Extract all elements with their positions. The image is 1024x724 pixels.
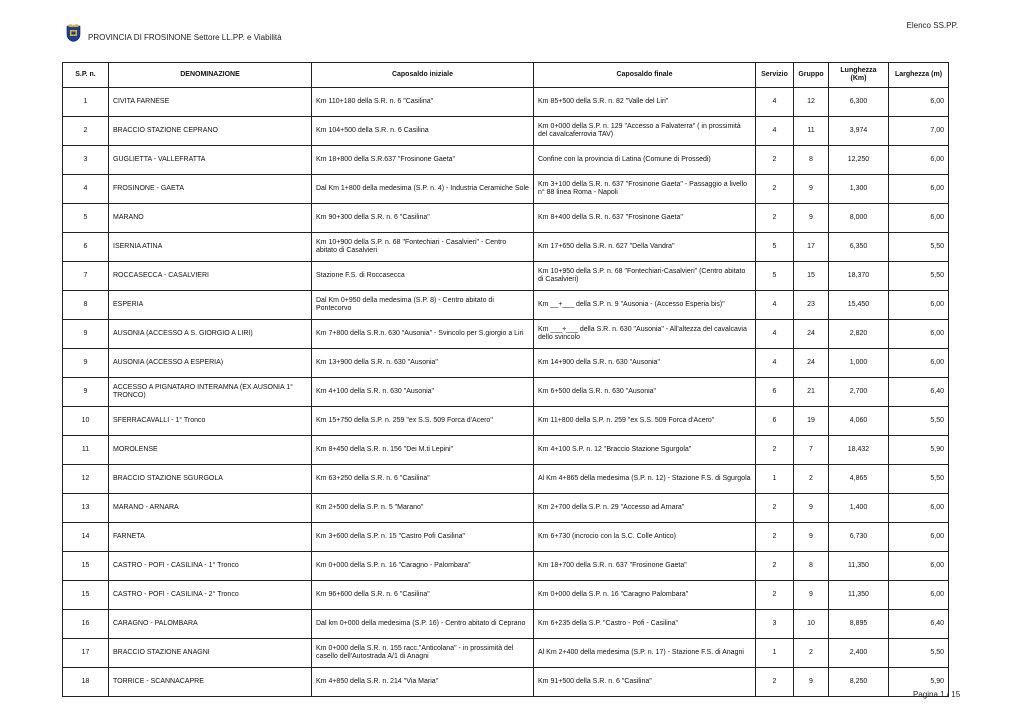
cell-caposaldo-iniziale: Km 15+750 della S.P. n. 259 "ex S.S. 509 Forca d'Acero"	[312, 407, 534, 436]
cell-servizio: 4	[756, 117, 794, 146]
cell-denominazione: MARANO	[109, 204, 312, 233]
cell-caposaldo-finale: Km 6+500 della S.R. n. 630 "Ausonia"	[534, 378, 756, 407]
cell-lunghezza: 1,000	[829, 349, 889, 378]
cell-caposaldo-finale: Km 10+950 della S.P. n. 68 "Fontechiari-Casalvieri" (Centro abitato di Casalvieri)	[534, 262, 756, 291]
cell-caposaldo-iniziale: Km 4+850 della S.R. n. 214 "Via Maria"	[312, 668, 534, 697]
cell-caposaldo-finale: Km 6+235 della S.P. "Castro - Pofi - Casilina"	[534, 610, 756, 639]
cell-sp-number: 14	[63, 523, 109, 552]
cell-larghezza: 7,00	[889, 117, 949, 146]
cell-lunghezza: 8,895	[829, 610, 889, 639]
cell-sp-number: 10	[63, 407, 109, 436]
table-body	[63, 88, 949, 697]
cell-lunghezza: 6,730	[829, 523, 889, 552]
cell-caposaldo-finale: Km 91+500 della S.R. n. 6 "Casilina"	[534, 668, 756, 697]
cell-sp-number: 9	[63, 349, 109, 378]
cell-servizio: 6	[756, 407, 794, 436]
cell-gruppo: 21	[794, 378, 829, 407]
cell-sp-number: 17	[63, 639, 109, 668]
cell-caposaldo-iniziale: Km 8+450 della S.R. n. 156 "Dei M.ti Lepini"	[312, 436, 534, 465]
cell-lunghezza: 8,250	[829, 668, 889, 697]
cell-sp-number: 15	[63, 581, 109, 610]
cell-gruppo: 8	[794, 146, 829, 175]
cell-caposaldo-iniziale: Km 4+100 della S.R. n. 630 "Ausonia"	[312, 378, 534, 407]
cell-lunghezza: 1,300	[829, 175, 889, 204]
cell-lunghezza: 2,700	[829, 378, 889, 407]
cell-denominazione: MOROLENSE	[109, 436, 312, 465]
document-title: Elenco SS.PP.	[906, 21, 958, 30]
cell-gruppo: 9	[794, 204, 829, 233]
cell-servizio: 1	[756, 465, 794, 494]
table-row	[63, 262, 949, 291]
cell-gruppo: 9	[794, 523, 829, 552]
cell-gruppo: 9	[794, 494, 829, 523]
cell-sp-number: 6	[63, 233, 109, 262]
table-row	[63, 465, 949, 494]
cell-gruppo: 15	[794, 262, 829, 291]
column-header-gruppo: Gruppo	[794, 63, 829, 88]
cell-larghezza: 6,00	[889, 175, 949, 204]
cell-servizio: 2	[756, 494, 794, 523]
cell-lunghezza: 3,974	[829, 117, 889, 146]
cell-lunghezza: 11,350	[829, 581, 889, 610]
cell-denominazione: AUSONIA (ACCESSO A ESPERIA)	[109, 349, 312, 378]
cell-denominazione: AUSONIA (ACCESSO A S. GIORGIO A LIRI)	[109, 320, 312, 349]
cell-caposaldo-iniziale: Km 104+500 della S.R. n. 6 Casilina	[312, 117, 534, 146]
table-row	[63, 378, 949, 407]
cell-caposaldo-iniziale: Stazione F.S. di Roccasecca	[312, 262, 534, 291]
cell-larghezza: 5,90	[889, 436, 949, 465]
column-header-larghezza: Larghezza (m)	[889, 63, 949, 88]
cell-caposaldo-iniziale: Dal Km 1+800 della medesima (S.P. n. 4) - Industria Ceramiche Sole	[312, 175, 534, 204]
cell-servizio: 5	[756, 233, 794, 262]
cell-sp-number: 8	[63, 291, 109, 320]
cell-caposaldo-iniziale: Km 96+600 della S.R. n. 6 "Casilina"	[312, 581, 534, 610]
table-row	[63, 320, 949, 349]
cell-denominazione: FROSINONE - GAETA	[109, 175, 312, 204]
cell-gruppo: 7	[794, 436, 829, 465]
cell-sp-number: 2	[63, 117, 109, 146]
cell-caposaldo-iniziale: Km 2+500 della S.P. n. 5 "Marano"	[312, 494, 534, 523]
cell-gruppo: 8	[794, 552, 829, 581]
organization-name: PROVINCIA DI FROSINONE Settore LL.PP. e Viabilità	[88, 33, 282, 42]
cell-servizio: 1	[756, 639, 794, 668]
cell-servizio: 4	[756, 88, 794, 117]
cell-caposaldo-iniziale: Km 7+800 della S.R.n. 630 "Ausonia" - Svincolo per S.giorgio a Liri	[312, 320, 534, 349]
column-header-lunghezza: Lunghezza (Km)	[829, 63, 889, 88]
cell-sp-number: 18	[63, 668, 109, 697]
cell-denominazione: ACCESSO A PIGNATARO INTERAMNA (EX AUSONIA 1° TRONCO)	[109, 378, 312, 407]
cell-caposaldo-iniziale: Km 63+250 della S.R. n. 6 "Casilina"	[312, 465, 534, 494]
cell-servizio: 5	[756, 262, 794, 291]
cell-caposaldo-iniziale: Km 10+900 della S.P. n. 68 "Fontechiari - Casalvieri" - Centro abitato di Casalvieri	[312, 233, 534, 262]
table-row	[63, 581, 949, 610]
cell-servizio: 3	[756, 610, 794, 639]
table-row	[63, 494, 949, 523]
cell-gruppo: 24	[794, 320, 829, 349]
cell-larghezza: 6,40	[889, 378, 949, 407]
cell-larghezza: 6,00	[889, 291, 949, 320]
cell-denominazione: MARANO - ARNARA	[109, 494, 312, 523]
cell-larghezza: 5,50	[889, 465, 949, 494]
column-header-sp-number: S.P. n.	[63, 63, 109, 88]
table-row	[63, 639, 949, 668]
cell-gruppo: 10	[794, 610, 829, 639]
cell-servizio: 2	[756, 436, 794, 465]
cell-caposaldo-iniziale: Km 18+800 della S.R.637 "Frosinone Gaeta"	[312, 146, 534, 175]
cell-denominazione: BRACCIO STAZIONE CEPRANO	[109, 117, 312, 146]
table-row	[63, 175, 949, 204]
table-row	[63, 204, 949, 233]
cell-caposaldo-finale: Km 8+400 della S.R. n. 637 "Frosinone Gaeta"	[534, 204, 756, 233]
cell-larghezza: 5,50	[889, 407, 949, 436]
cell-larghezza: 5,50	[889, 262, 949, 291]
cell-sp-number: 9	[63, 320, 109, 349]
cell-larghezza: 6,00	[889, 349, 949, 378]
cell-lunghezza: 6,300	[829, 88, 889, 117]
cell-larghezza: 5,90	[889, 668, 949, 697]
cell-lunghezza: 2,400	[829, 639, 889, 668]
cell-gruppo: 9	[794, 581, 829, 610]
cell-larghezza: 6,00	[889, 494, 949, 523]
cell-servizio: 2	[756, 668, 794, 697]
cell-caposaldo-finale: Km 14+900 della S.R. n. 630 "Ausonia"	[534, 349, 756, 378]
cell-larghezza: 6,00	[889, 146, 949, 175]
cell-servizio: 4	[756, 320, 794, 349]
cell-sp-number: 12	[63, 465, 109, 494]
page-number: Pagina 1 / 15	[913, 690, 961, 699]
cell-denominazione: ROCCASECCA - CASALVIERI	[109, 262, 312, 291]
cell-denominazione: CASTRO - POFI - CASILINA - 1° Tronco	[109, 552, 312, 581]
cell-caposaldo-iniziale: Km 13+900 della S.R. n. 630 "Ausonia"	[312, 349, 534, 378]
cell-caposaldo-finale: Km ___+___ della S.R. n. 630 "Ausonia" - All'altezza del cavalcavia dello svincolo	[534, 320, 756, 349]
cell-lunghezza: 6,350	[829, 233, 889, 262]
table-row	[63, 523, 949, 552]
cell-caposaldo-finale: Km 17+650 della S.R. n. 627 "Della Vandra"	[534, 233, 756, 262]
table-row	[63, 291, 949, 320]
cell-caposaldo-finale: Km 0+000 della S.P. n. 129 "Accesso a Falvaterra" ( in prossimità del cavalcaferrovia TAV)	[534, 117, 756, 146]
table-row	[63, 552, 949, 581]
strade-provinciali-table	[62, 62, 949, 697]
cell-servizio: 4	[756, 349, 794, 378]
cell-gruppo: 9	[794, 175, 829, 204]
cell-caposaldo-finale: Km 4+100 S.P. n. 12 "Braccio Stazione Sgurgola"	[534, 436, 756, 465]
cell-caposaldo-iniziale: Km 0+000 della S.P. n. 16 "Caragno - Palombara"	[312, 552, 534, 581]
cell-caposaldo-finale: Km 11+800 della S.P. n. 259 "ex S.S. 509 Forca d'Acero"	[534, 407, 756, 436]
cell-lunghezza: 15,450	[829, 291, 889, 320]
cell-caposaldo-finale: Km 85+500 della S.R. n. 82 "Valle del Liri"	[534, 88, 756, 117]
column-header-denominazione: DENOMINAZIONE	[109, 63, 312, 88]
cell-lunghezza: 12,250	[829, 146, 889, 175]
cell-caposaldo-iniziale: Km 3+600 della S.P. n. 15 "Castro Pofi Casilina"	[312, 523, 534, 552]
table-header-row	[63, 63, 949, 88]
cell-servizio: 2	[756, 146, 794, 175]
cell-caposaldo-iniziale: Dal km 0+000 della medesima (S.P. 16) - Centro abitato di Ceprano	[312, 610, 534, 639]
cell-lunghezza: 4,060	[829, 407, 889, 436]
cell-denominazione: TORRICE - SCANNACAPRE	[109, 668, 312, 697]
cell-servizio: 2	[756, 552, 794, 581]
table-row	[63, 436, 949, 465]
cell-lunghezza: 1,400	[829, 494, 889, 523]
cell-caposaldo-finale: Al Km 4+865 della medesima (S.P. n. 12) - Stazione F.S. di Sgurgola	[534, 465, 756, 494]
cell-lunghezza: 2,820	[829, 320, 889, 349]
cell-denominazione: FARNETA	[109, 523, 312, 552]
cell-larghezza: 6,00	[889, 523, 949, 552]
provincia-crest-logo	[66, 24, 81, 42]
cell-larghezza: 6,00	[889, 204, 949, 233]
cell-gruppo: 2	[794, 639, 829, 668]
cell-caposaldo-finale: Km 6+730 (incrocio con la S.C. Colle Antico)	[534, 523, 756, 552]
cell-caposaldo-finale: Km 2+700 della S.P. n. 29 "Accesso ad Arnara"	[534, 494, 756, 523]
cell-lunghezza: 18,432	[829, 436, 889, 465]
cell-larghezza: 6,00	[889, 581, 949, 610]
cell-gruppo: 17	[794, 233, 829, 262]
column-header-caposaldo-iniziale: Caposaldo iniziale	[312, 63, 534, 88]
cell-denominazione: CIVITA FARNESE	[109, 88, 312, 117]
cell-sp-number: 13	[63, 494, 109, 523]
cell-sp-number: 5	[63, 204, 109, 233]
cell-caposaldo-iniziale: Km 110+180 della S.R. n. 6 "Casilina"	[312, 88, 534, 117]
table-row	[63, 117, 949, 146]
table-row	[63, 668, 949, 697]
cell-gruppo: 9	[794, 668, 829, 697]
cell-caposaldo-finale: Confine con la provincia di Latina (Comune di Prossedi)	[534, 146, 756, 175]
cell-gruppo: 23	[794, 291, 829, 320]
cell-caposaldo-finale: Km __+___ della S.P. n. 9 "Ausonia - (Accesso Esperia bis)"	[534, 291, 756, 320]
cell-gruppo: 24	[794, 349, 829, 378]
column-header-servizio: Servizio	[756, 63, 794, 88]
cell-denominazione: SFERRACAVALLI - 1° Tronco	[109, 407, 312, 436]
cell-caposaldo-iniziale: Km 90+300 della S.R. n. 6 "Casilina"	[312, 204, 534, 233]
cell-sp-number: 1	[63, 88, 109, 117]
cell-caposaldo-finale: Al Km 2+400 della medesima (S.P. n. 17) - Stazione F.S. di Anagni	[534, 639, 756, 668]
cell-larghezza: 5,50	[889, 639, 949, 668]
cell-caposaldo-iniziale: Dal Km 0+950 della medesima (S.P. 8) - Centro abitato di Pontecorvo	[312, 291, 534, 320]
cell-gruppo: 11	[794, 117, 829, 146]
cell-gruppo: 12	[794, 88, 829, 117]
cell-gruppo: 2	[794, 465, 829, 494]
table-row	[63, 610, 949, 639]
cell-denominazione: CASTRO - POFI - CASILINA - 2° Tronco	[109, 581, 312, 610]
cell-larghezza: 5,50	[889, 233, 949, 262]
column-header-caposaldo-finale: Caposaldo finale	[534, 63, 756, 88]
cell-servizio: 2	[756, 581, 794, 610]
cell-sp-number: 3	[63, 146, 109, 175]
cell-larghezza: 6,00	[889, 88, 949, 117]
cell-denominazione: BRACCIO STAZIONE ANAGNI	[109, 639, 312, 668]
cell-caposaldo-finale: Km 0+000 della S.P. n. 16 "Caragno Palombara"	[534, 581, 756, 610]
cell-denominazione: GUGLIETTA - VALLEFRATTA	[109, 146, 312, 175]
cell-lunghezza: 18,370	[829, 262, 889, 291]
cell-sp-number: 9	[63, 378, 109, 407]
table-row	[63, 407, 949, 436]
cell-sp-number: 7	[63, 262, 109, 291]
cell-servizio: 2	[756, 204, 794, 233]
table-row	[63, 349, 949, 378]
cell-sp-number: 4	[63, 175, 109, 204]
cell-servizio: 2	[756, 523, 794, 552]
cell-caposaldo-finale: Km 3+100 della S.R. n. 637 "Frosinone Gaeta" - Passaggio a livello n° 88 linea Roma - Napoli	[534, 175, 756, 204]
cell-larghezza: 6,40	[889, 610, 949, 639]
table-row	[63, 233, 949, 262]
cell-servizio: 4	[756, 291, 794, 320]
cell-denominazione: BRACCIO STAZIONE SGURGOLA	[109, 465, 312, 494]
cell-servizio: 2	[756, 175, 794, 204]
cell-larghezza: 6,00	[889, 320, 949, 349]
cell-lunghezza: 8,000	[829, 204, 889, 233]
cell-caposaldo-iniziale: Km 0+000 della S.R. n. 155 racc."Anticolana" - in prossimità del casello dell'Autostrada A/1 di Anagni	[312, 639, 534, 668]
cell-denominazione: CARAGNO - PALOMBARA	[109, 610, 312, 639]
cell-lunghezza: 11,350	[829, 552, 889, 581]
cell-gruppo: 19	[794, 407, 829, 436]
cell-lunghezza: 4,865	[829, 465, 889, 494]
table-row	[63, 88, 949, 117]
cell-sp-number: 16	[63, 610, 109, 639]
cell-denominazione: ISERNIA ATINA	[109, 233, 312, 262]
cell-sp-number: 11	[63, 436, 109, 465]
table-row	[63, 146, 949, 175]
cell-denominazione: ESPERIA	[109, 291, 312, 320]
cell-larghezza: 6,00	[889, 552, 949, 581]
cell-sp-number: 15	[63, 552, 109, 581]
cell-caposaldo-finale: Km 18+700 della S.R. n. 637 "Frosinone Gaeta"	[534, 552, 756, 581]
cell-servizio: 6	[756, 378, 794, 407]
